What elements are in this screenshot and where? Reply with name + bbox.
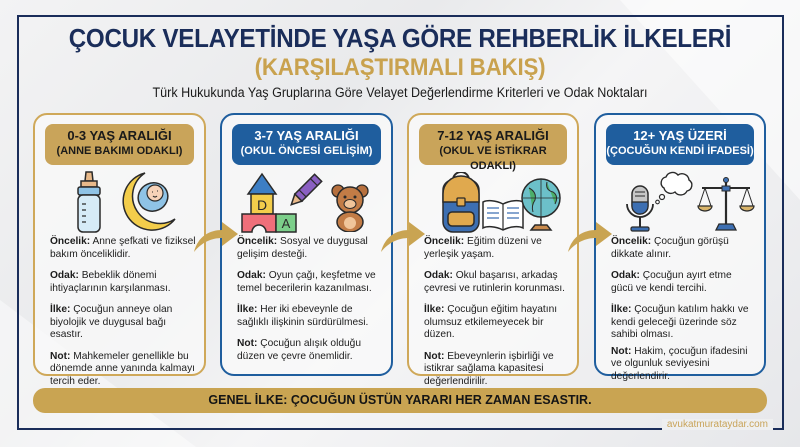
teddy-bear-icon — [330, 184, 370, 232]
card-body — [611, 236, 756, 392]
card-title: 12+ YAŞ ÜZERİ — [633, 128, 727, 143]
microphone-icon — [624, 184, 656, 234]
card-age-3-7 — [220, 113, 393, 376]
footer-website[interactable]: avukatmurataydar.com — [662, 419, 773, 430]
card-subtitle: (OKUL ÖNCESİ GELİŞİM) — [240, 145, 373, 157]
card-item-note: Not: Mahkemeler genellikle bu dönemde anne yanında kalmayı tercih eder. — [50, 350, 195, 387]
card-item-note: Not: Hakim, çocuğun ifadesini ve olgunluk seviyesini değerlendirir. — [611, 345, 748, 382]
card-subtitle: (OKUL VE İSTİKRAR ODAKLI) — [439, 145, 547, 172]
card-item-priority: Öncelik: Çocuğun görüşü dikkate alınır. — [611, 236, 729, 260]
curved-arrow-icon — [564, 218, 614, 258]
card-age-12-plus — [594, 113, 766, 382]
moon-baby-icon — [113, 171, 177, 233]
card-title: 7-12 YAŞ ARALIĞI — [437, 128, 549, 143]
card-item-priority: Öncelik: Eğitim düzeni ve yerleşik yaşam. — [424, 236, 542, 260]
card-icons — [222, 170, 391, 234]
thought-bubble-icon — [654, 170, 694, 206]
curved-arrow-icon — [190, 218, 240, 258]
card-age-0-3 — [33, 113, 206, 387]
card-header — [45, 124, 194, 165]
card-body — [50, 236, 196, 397]
card-title: 3-7 YAŞ ARALIĞI — [254, 128, 359, 143]
crayon-icon — [284, 172, 324, 212]
card-item-principle: İlke: Çocuğun anneye olan biyolojik ve duygusal bağı esastır. — [50, 304, 173, 340]
card-header — [232, 124, 381, 165]
svg-text:D: D — [256, 197, 268, 213]
card-item-focus: Odak: Okul başarısı, arkadaş çevresi ve rutinlerin korunması. — [424, 270, 565, 294]
card-header — [606, 124, 754, 165]
card-icons — [409, 170, 577, 234]
card-body — [237, 236, 383, 372]
card-item-principle: İlke: Çocuğun katılım hakkı ve kendi geleceği üzerinde söz sahibi olması. — [611, 304, 749, 340]
card-item-principle: İlke: Her iki ebeveynle de sağlıklı ilişkinin sürdürülmesi. — [237, 304, 369, 328]
card-item-focus: Odak: Bebeklik dönemi ihtiyaçlarının karşılanması. — [50, 270, 171, 294]
globe-icon — [519, 174, 563, 234]
card-item-focus: Odak: Çocuğun ayırt etme gücü ve kendi tercihi. — [611, 270, 732, 294]
card-icons — [35, 170, 204, 234]
card-header — [419, 124, 567, 172]
general-principle-banner: GENEL İLKE: ÇOCUĞUN ÜSTÜN YARARI HER ZAMAN ESASTIR. — [33, 388, 767, 413]
card-item-principle: İlke: Çocuğun eğitim hayatını olumsuz etkilemeyecek bir düzen. — [424, 304, 558, 340]
card-item-note: Not: Çocuğun alışık olduğu düzen ve çevre önemlidir. — [237, 338, 362, 362]
card-icons — [596, 170, 764, 234]
card-item-priority: Öncelik: Anne şefkati ve fiziksel bakım önceliklidir. — [50, 236, 196, 260]
card-age-7-12 — [407, 113, 579, 387]
page-title: ÇOCUK VELAYETİNDE YAŞA GÖRE REHBERLİK İLKELERİ — [68, 23, 732, 53]
baby-bottle-icon — [73, 170, 105, 234]
card-item-priority: Öncelik: Sosyal ve duygusal gelişim desteği. — [237, 236, 368, 260]
card-title: 0-3 YAŞ ARALIĞI — [67, 128, 172, 143]
curved-arrow-icon — [377, 218, 427, 258]
page-subtitle: (KARŞILAŞTIRMALI BAKIŞ) — [254, 54, 546, 81]
scales-of-justice-icon — [696, 176, 756, 232]
card-item-note: Not: Ebeveynlerin işbirliği ve istikrar sağlama kapasitesi değerlendirilir. — [424, 350, 554, 387]
card-subtitle: (ÇOCUĞUN KENDİ İFADESİ) — [606, 145, 754, 157]
card-body — [424, 236, 569, 397]
backpack-icon — [439, 172, 483, 234]
card-item-focus: Odak: Oyun çağı, keşfetme ve temel becerilerin kazanılması. — [237, 270, 376, 294]
card-subtitle: (ANNE BAKIMI ODAKLI) — [56, 145, 183, 157]
svg-text:A: A — [281, 216, 291, 231]
page-tagline: Türk Hukukunda Yaş Gruplarına Göre Velayet Değerlendirme Kriterleri ve Odak Noktaları — [152, 85, 648, 100]
